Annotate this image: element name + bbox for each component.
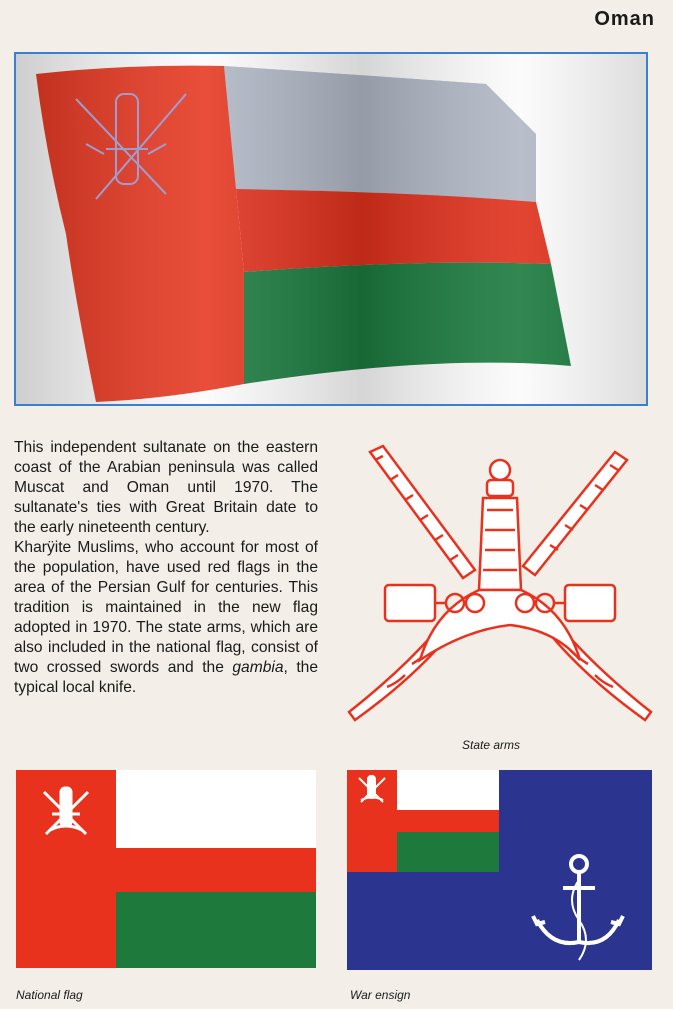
page-title: Oman xyxy=(594,8,655,30)
state-arms-caption: State arms xyxy=(462,738,521,752)
gambia-term: gambia xyxy=(232,659,284,676)
national-flag xyxy=(16,770,316,968)
national-flag-caption: National flag xyxy=(16,988,83,1002)
khanjar-dagger-icon xyxy=(420,460,580,660)
description-text xyxy=(14,438,318,698)
war-ensign-flag xyxy=(347,770,652,970)
waving-flag-image xyxy=(16,54,646,404)
war-ensign-caption: War ensign xyxy=(350,988,411,1002)
flag-photo-frame xyxy=(14,52,648,406)
paragraph-1: This independent sultanate on the eastern coast of the Arabian peninsula was called Muscat and Oman until 1970. The sultanate's ties with Great Britain date to the early nineteenth century. xyxy=(14,439,318,536)
state-arms-illustration xyxy=(345,440,655,740)
paragraph-2: Kharÿite Muslims, who account for most of the population, have used red flags in the area of the Persian Gulf for centuries. This tradition is maintained in the new flag adopted in 1970. The state arms, which are also included in the national flag, consist of two crossed swords and the gambia, the typical local knife. xyxy=(14,539,319,696)
